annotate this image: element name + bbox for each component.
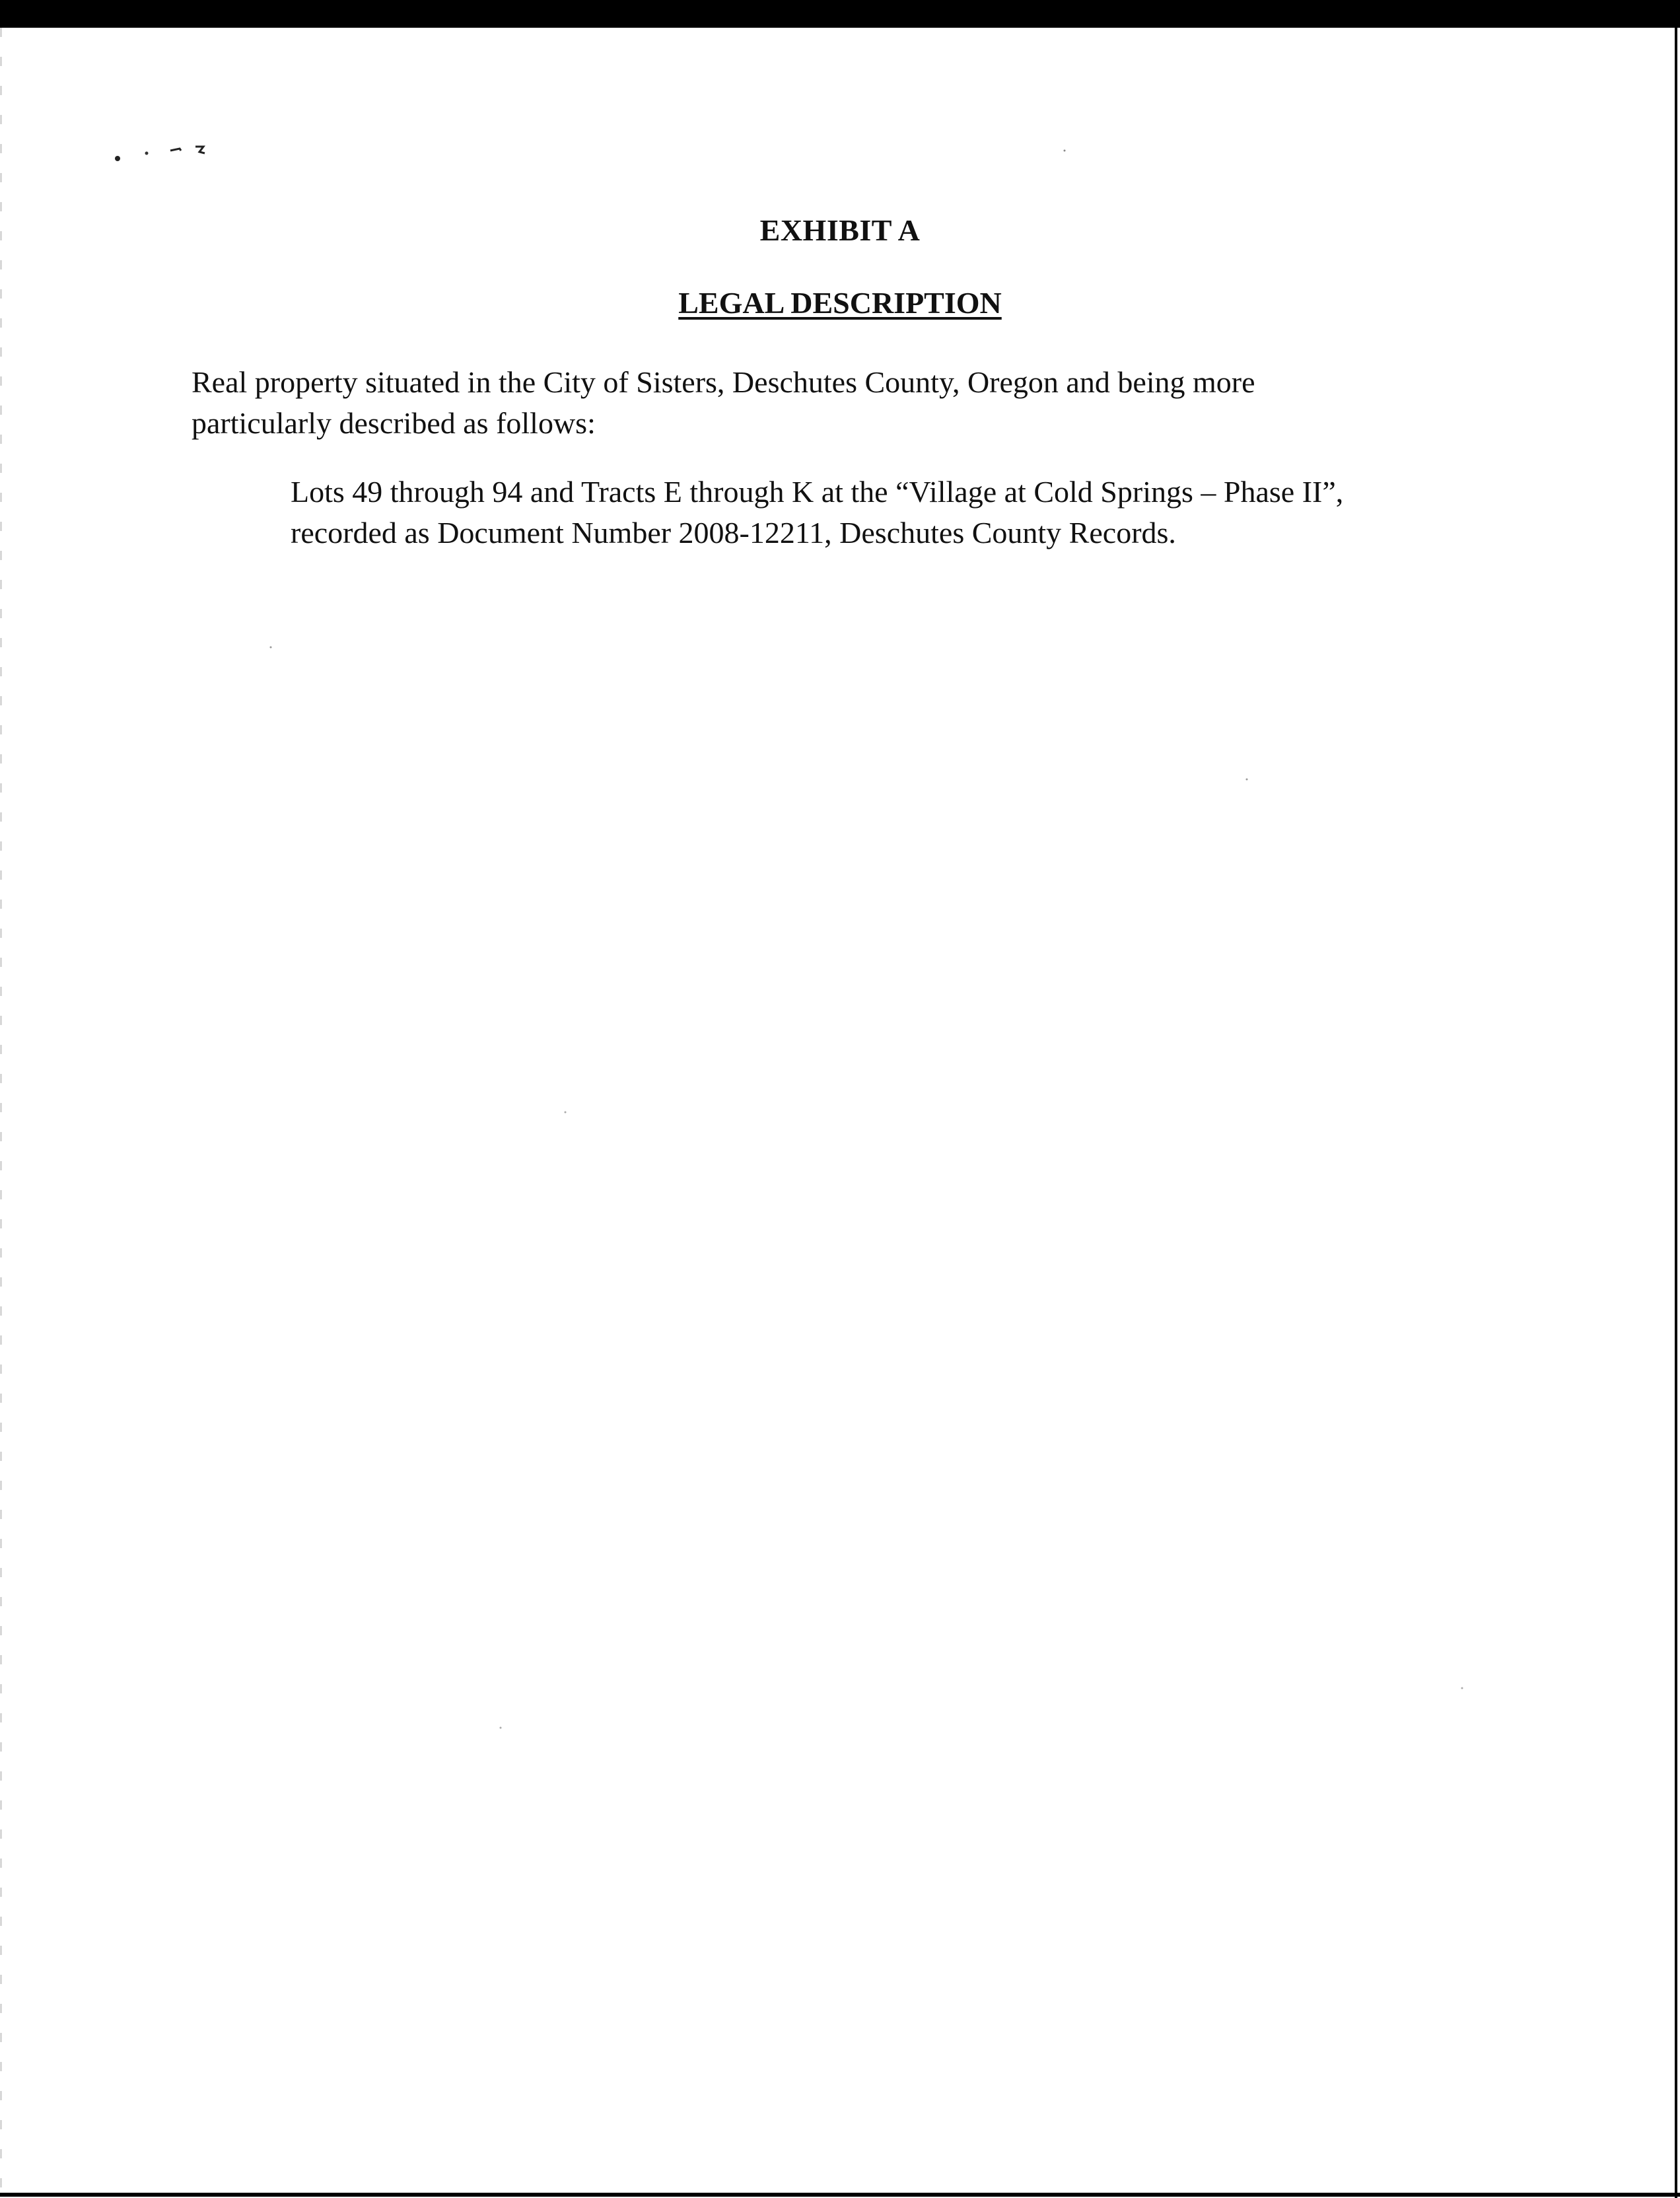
scan-speck <box>565 1112 567 1114</box>
scan-speck <box>500 1727 502 1729</box>
property-line-1: Lots 49 through 94 and Tracts E through K at the “Village at Cold Springs – Phase II”, <box>291 475 1344 509</box>
property-description-paragraph <box>291 472 1545 553</box>
property-line-2: recorded as Document Number 2008-12211, Deschutes County Records. <box>291 516 1176 550</box>
scan-speck <box>145 152 149 155</box>
scan-speck <box>1246 779 1248 781</box>
scan-speck <box>1461 1687 1463 1689</box>
intro-line-1: Real property situated in the City of Sisters, Deschutes County, Oregon and being more <box>192 365 1255 399</box>
scan-speck <box>170 149 181 151</box>
intro-line-2: particularly described as follows: <box>192 406 596 440</box>
intro-paragraph <box>192 362 1446 444</box>
legal-description-heading: LEGAL DESCRIPTION <box>678 286 1002 320</box>
scan-speck <box>195 147 205 153</box>
scan-speck <box>270 647 272 649</box>
exhibit-heading: EXHIBIT A <box>759 213 921 247</box>
scan-speck <box>1064 150 1066 152</box>
scan-speck <box>115 156 120 161</box>
